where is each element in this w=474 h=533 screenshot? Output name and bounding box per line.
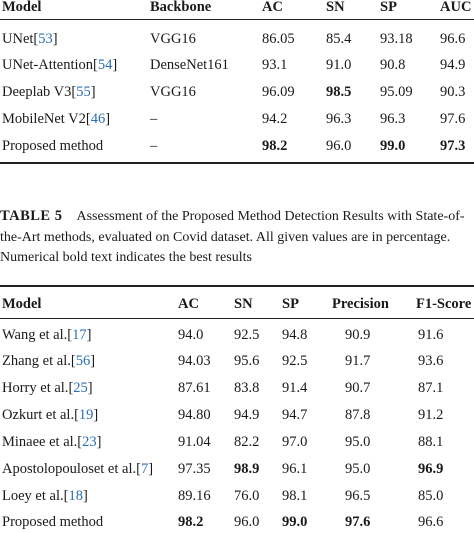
table4-row-sp: 93.18 [380,31,413,47]
citation-link[interactable]: 46 [90,111,106,127]
table5-row-sn: 96.0 [234,514,260,530]
table4-row-sp: 99.0 [380,138,406,154]
table5-row-ac: 94.0 [178,327,204,343]
table5-row-model: Horry et al.[25] [2,380,93,396]
table4-header-sp: SP [380,0,397,15]
table5-header-ac: AC [178,296,199,312]
citation-link[interactable]: 55 [76,84,91,100]
table4-row-model: MobileNet V2[46] [2,111,111,127]
table5-row-model: Ozkurt et al.[19] [2,407,99,423]
table5-header-sp: SP [282,296,299,312]
table5-row-sn: 95.6 [234,353,260,369]
table5-row-ac: 94.80 [178,407,211,423]
table4-bottom-rule [0,162,474,164]
table5-caption-text: Assessment of the Proposed Method Detection Results with State-of-the-Art methods, evaluated on Covid dataset. All given values are in percentage. Numerical bold text indicates the best results [0,209,465,265]
table5-row-precision: 90.9 [345,327,371,343]
table4-row-auc: 94.9 [440,57,466,73]
table5-row-f1: 85.0 [418,488,444,504]
table5-row-model: Loey et al.[18] [2,488,88,504]
citation-link[interactable]: 54 [97,57,113,73]
table4-row-sn: 96.0 [326,138,352,154]
table4-row-sn: 85.4 [326,31,352,47]
table5-row-f1: 91.6 [418,327,444,343]
table5-row-f1: 91.2 [418,407,444,423]
citation-link[interactable]: 17 [72,327,87,343]
table4-row-sp: 95.09 [380,84,413,100]
table5-header-sn: SN [234,296,253,312]
table4-header-ac: AC [262,0,283,15]
table4-row-backbone: VGG16 [150,31,196,47]
table5-row-sp: 96.1 [282,461,308,477]
table4-row-model: Proposed method [2,138,104,154]
table5-row-precision: 91.7 [345,353,371,369]
table5-row-model: Apostolopouloset et al.[7] [2,461,154,477]
citation-link[interactable]: 18 [68,488,83,504]
table5-row-ac: 98.2 [178,514,204,530]
table5-caption [0,206,474,269]
table5-row-ac: 97.35 [178,461,211,477]
table5-row-precision: 95.0 [345,434,371,450]
table5-row-model: Wang et al.[17] [2,327,92,343]
table4-row-sn: 91.0 [326,57,352,73]
table4-row-auc: 96.6 [440,31,466,47]
table4-row-backbone: DenseNet161 [150,57,229,73]
table5-row-ac: 89.16 [178,488,211,504]
table4-row-auc: 97.3 [440,138,466,154]
table4-row-backbone: VGG16 [150,84,196,100]
table5-row-sp: 98.1 [282,488,308,504]
table5-row-sp: 97.0 [282,434,308,450]
table5-row-sn: 94.9 [234,407,260,423]
citation-link[interactable]: 53 [38,31,53,47]
table4-row-model: Deeplab V3[55] [2,84,96,100]
table5-top-rule [0,285,474,287]
table4-row-sp: 96.3 [380,111,406,127]
table5-header-rule [0,318,474,319]
table5-row-precision: 95.0 [345,461,371,477]
table5-row-precision: 96.5 [345,488,371,504]
table4-row-ac: 98.2 [262,138,288,154]
table4-row-model: UNet[53] [2,31,58,47]
table5-row-ac: 94.03 [178,353,211,369]
table4-row-ac: 86.05 [262,31,295,47]
table5-row-sn: 98.9 [234,461,260,477]
table4-header-auc: AUC [440,0,472,15]
table5-row-precision: 90.7 [345,380,371,396]
table4-row-ac: 94.2 [262,111,288,127]
table5-row-f1: 88.1 [418,434,444,450]
table5-row-f1: 93.6 [418,353,444,369]
table5-row-sp: 94.7 [282,407,308,423]
table5-row-f1: 96.6 [418,514,444,530]
table5-row-model: Minaee et al.[23] [2,434,102,450]
table5-row-sn: 76.0 [234,488,260,504]
table4-row-backbone: – [150,111,158,127]
table4-row-backbone: – [150,138,158,154]
table5-header-precision: Precision [332,296,389,312]
table4-row-ac: 96.09 [262,84,295,100]
table5-row-model: Zhang et al.[56] [2,353,96,369]
table5-row-sp: 99.0 [282,514,308,530]
citation-link[interactable]: 19 [78,407,94,423]
table5-header-f1: F1-Score [416,296,472,312]
table4-header-sn: SN [326,0,345,15]
table4-row-sn: 96.3 [326,111,352,127]
table5-header-model: Model [2,296,42,312]
table4-row-ac: 93.1 [262,57,288,73]
table4-row-auc: 90.3 [440,84,466,100]
table4-row-auc: 97.6 [440,111,466,127]
table5-row-ac: 91.04 [178,434,211,450]
table5-row-sn: 82.2 [234,434,260,450]
table5-row-model: Proposed method [2,514,104,530]
table4-header-model: Model [2,0,42,15]
citation-link[interactable]: 7 [140,461,149,477]
table5-row-ac: 87.61 [178,380,211,396]
citation-link[interactable]: 25 [73,380,88,396]
citation-link[interactable]: 23 [82,434,97,450]
table5-row-sn: 92.5 [234,327,260,343]
table5-row-precision: 97.6 [345,514,371,530]
table5-row-sp: 91.4 [282,380,308,396]
table5-row-f1: 87.1 [418,380,444,396]
table5-caption-label: TABLE 5 [0,208,63,224]
table5-row-sp: 94.8 [282,327,308,343]
table4-row-sn: 98.5 [326,84,352,100]
table5-row-sp: 92.5 [282,353,308,369]
table4-header-rule [0,19,474,20]
citation-link[interactable]: 56 [75,353,91,369]
table5-row-precision: 87.8 [345,407,371,423]
table5-row-sn: 83.8 [234,380,260,396]
table4-header-backbone: Backbone [150,0,212,15]
table4-row-model: UNet-Attention[54] [2,57,118,73]
table4-row-sp: 90.8 [380,57,406,73]
table5-row-f1: 96.9 [418,461,444,477]
